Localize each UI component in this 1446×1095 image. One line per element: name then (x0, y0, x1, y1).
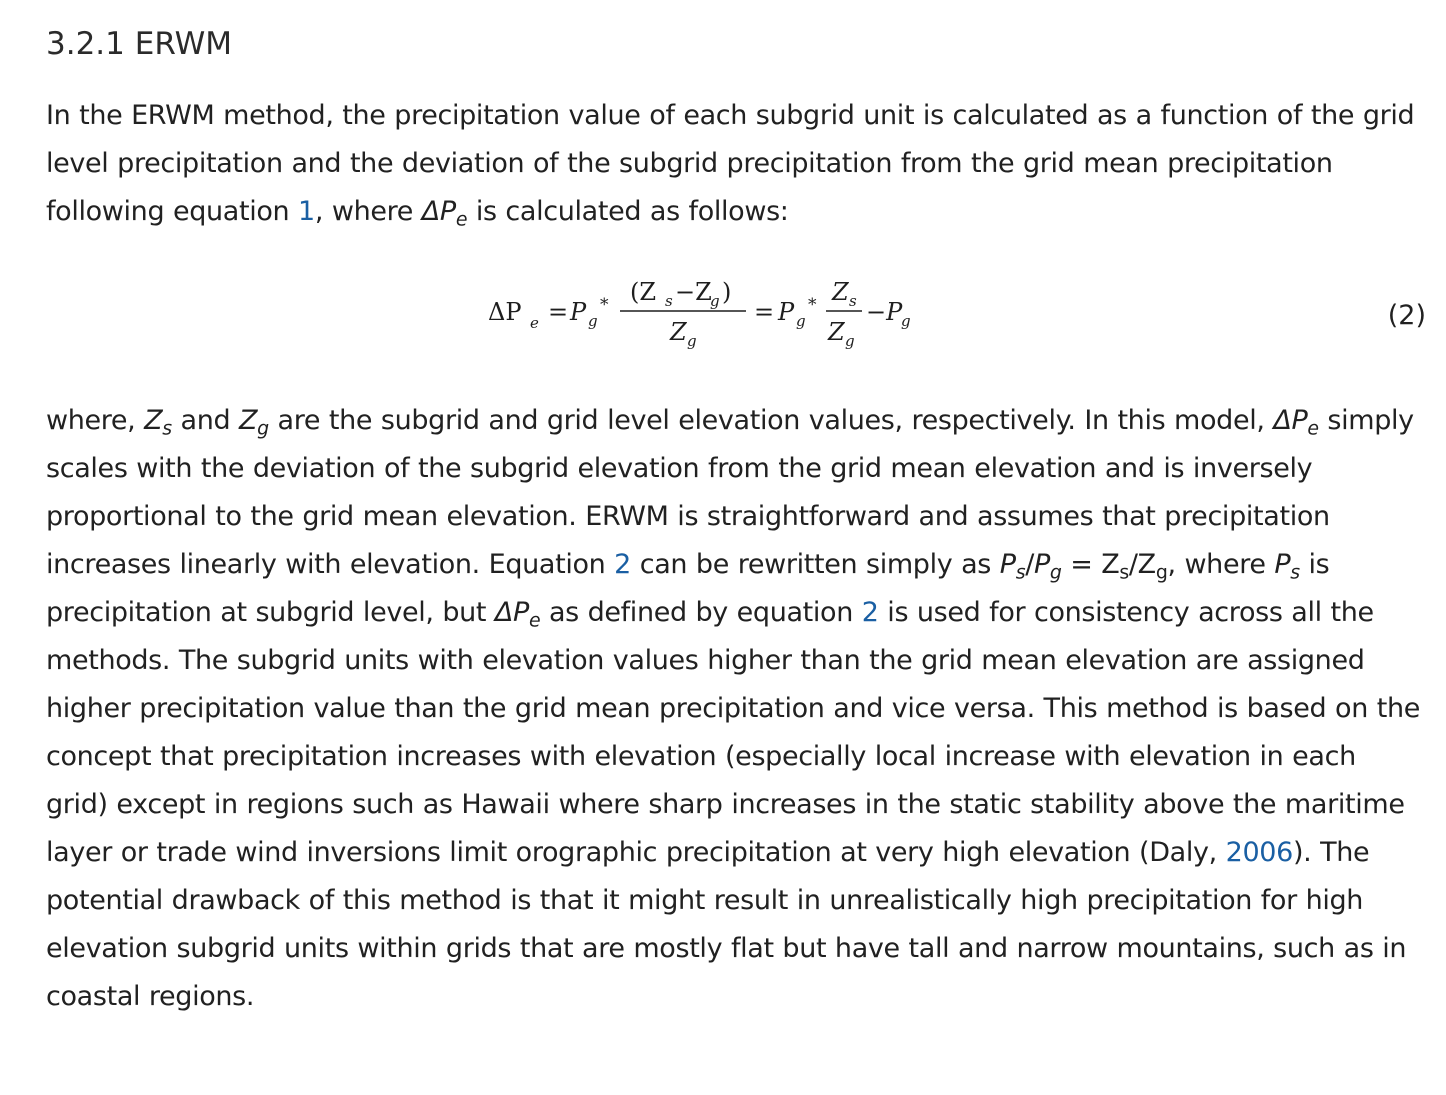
delta-pe-symbol: $\Delta P_e$ (421, 196, 468, 231)
ps-symbol: $P_s$ (1274, 549, 1300, 584)
text: , where (1167, 549, 1275, 580)
eq-frac1-num-g: g (710, 292, 720, 310)
eq-pg2-sub: g (796, 312, 806, 330)
text: / (1025, 549, 1034, 580)
paragraph-explanation (46, 397, 1421, 1021)
text: ). The potential drawback of this method is that it might result in unrealistically high precipitation for high elevation subgrid units within grids that are mostly flat but have tall and narrow mountains, such as in coastal regions. (46, 837, 1407, 1012)
eq-frac1-num-end: ) (722, 278, 732, 306)
citation-daly-2006-link[interactable]: 2006 (1225, 837, 1293, 868)
eq-star-2: * (808, 295, 817, 315)
pg-symbol: $P_g$ (1033, 549, 1062, 584)
zs-symbol: $Z_s$ (144, 405, 172, 440)
eq-pg-sub: g (588, 312, 598, 330)
eq-frac1-den: Z (670, 318, 687, 346)
zg-symbol: $Z_g$ (239, 405, 269, 440)
eq-delta: ΔP (488, 298, 522, 326)
equation-number: (2) (1387, 300, 1426, 331)
text: = Z (1061, 549, 1120, 580)
eq-equals-2: = (754, 298, 775, 326)
text: are the subgrid and grid level elevation values, respectively. In this model, (268, 405, 1274, 436)
text: where, (46, 405, 145, 436)
eq-pg: P (570, 298, 587, 326)
eq-pg2: P (778, 298, 795, 326)
text: , where (314, 196, 422, 227)
eq-equals: = (548, 298, 569, 326)
eq-frac1-num: (Z (630, 278, 657, 306)
zg-sub: g (1155, 561, 1168, 584)
eq-frac2-den: Z (828, 318, 845, 346)
eq-frac2-den-g: g (845, 332, 855, 350)
eq-frac1-num-s: s (665, 292, 673, 310)
text: and (171, 405, 240, 436)
text: can be rewritten simply as (631, 549, 1000, 580)
text: is used for consistency across all the methods. The subgrid units with elevation values higher than the grid mean elevation are assigned higher precipitation value than the grid mean precipitation and vice versa. This method is based on the concept that precipitation increases with elevation (especially local increase with elevation in each grid) except in regions such as Hawaii where sharp increases in the static stability above the maritime layer or trade wind inversions limit orographic precipitation at very high elevation (Daly, (46, 597, 1420, 868)
text: In the ERWM method, the precipitation value of each subgrid unit is calculated as a function of the grid level precipitation and the deviation of the subgrid precipitation from the grid mean precipitation following equation (46, 100, 1415, 227)
eq-frac1-den-g: g (687, 332, 697, 350)
eq-minus-pg: −P (866, 298, 903, 326)
text: as defined by equation (540, 597, 862, 628)
section-heading: 3.2.1 ERWM (46, 26, 232, 62)
paragraph-intro (46, 92, 1421, 236)
eq-star: * (600, 295, 609, 315)
eq-frac2-num-s: s (849, 292, 857, 310)
zs-sub: s (1119, 561, 1129, 584)
text: is calculated as follows: (467, 196, 789, 227)
delta-pe-symbol: $\Delta P_e$ (494, 597, 541, 632)
text: is precipitation at subgrid level, but (46, 549, 1330, 628)
eq-frac1-num-mid: −Z (675, 278, 712, 306)
eq-minus-pg-sub: g (901, 312, 911, 330)
equation-2-link[interactable]: 2 (614, 549, 631, 580)
equation-2 (488, 262, 918, 358)
text: /Z (1128, 549, 1156, 580)
text: simply scales with the deviation of the subgrid elevation from the grid mean elevation and is inversely proportional to the grid mean elevation. ERWM is straightforward and assumes that precipitation increases linearly with elevation. Equation (46, 405, 1414, 580)
delta-pe-symbol: $\Delta P_e$ (1273, 405, 1319, 440)
eq-delta-sub: e (530, 314, 539, 332)
equation-1-link[interactable]: 1 (298, 196, 315, 227)
ps-symbol: $P_s$ (999, 549, 1026, 584)
eq-frac2-num: Z (832, 278, 849, 306)
equation-2-link[interactable]: 2 (861, 597, 879, 628)
